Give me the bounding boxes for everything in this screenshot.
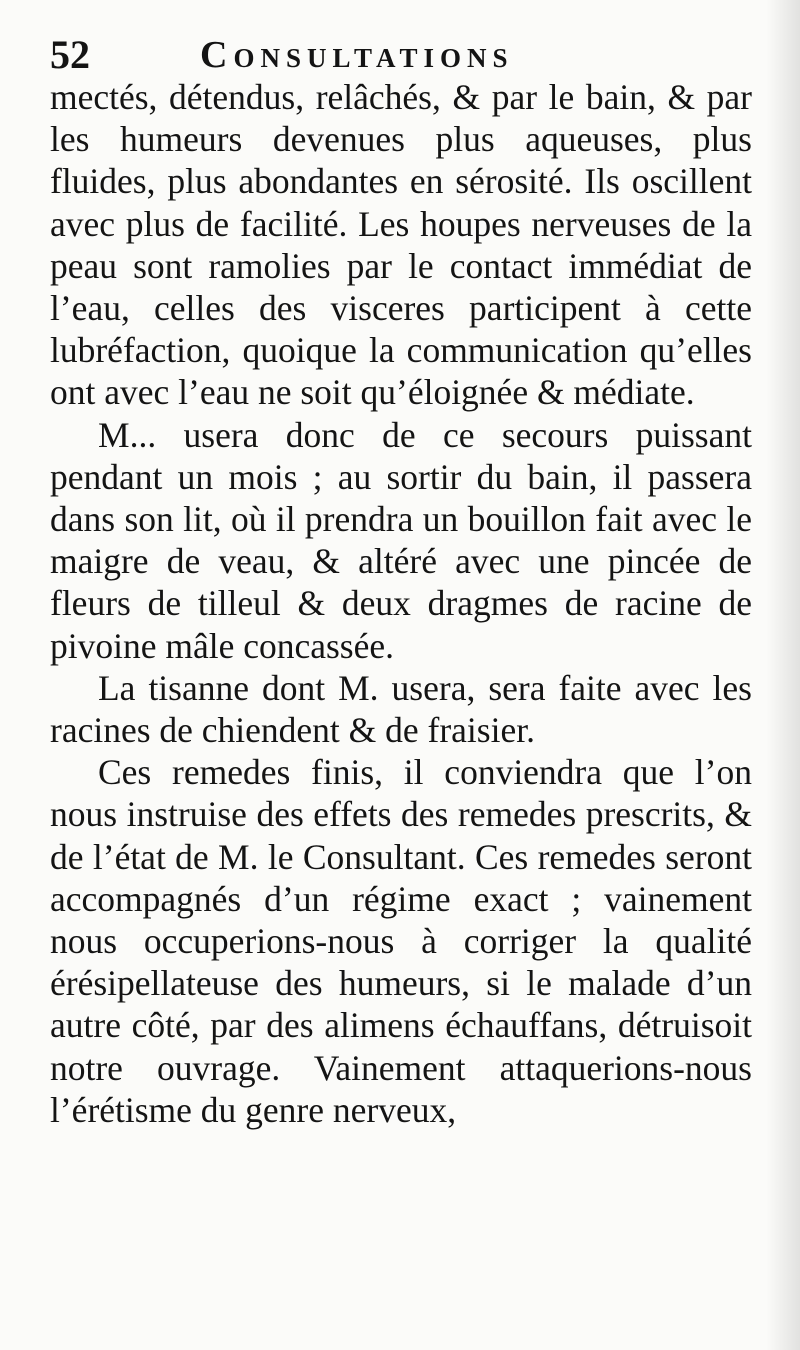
body-text <box>50 76 752 1131</box>
page-header <box>50 30 750 80</box>
page-number: 52 <box>50 32 90 77</box>
paragraph: Ces remedes finis, il conviendra que l’on nous instruise des effets des remedes prescrits, & de l’état de M. le Consultant. Ces remedes seront accompagnés d’un régime exact ; vainement nous occuperions-nous à corriger la qualité érésipellateuse des humeurs, si le malade d’un autre côté, par des alimens échauffans, détruisoit notre ouvrage. Vainement attaquerions-nous l’érétisme du genre nerveux, <box>50 752 752 1130</box>
paragraph-continued: mectés, détendus, relâchés, & par le bain, & par les humeurs devenues plus aqueuses, plus fluides, plus abondantes en sérosité. Ils oscillent avec plus de facilité. Les houpes nerveuses de la peau sont ramolies par le contact immédiat de l’eau, celles des visceres participent à cette lubréfaction, quoique la communication qu’elles ont avec l’eau ne soit qu’éloignée & médiate. <box>50 77 752 413</box>
paragraph: M... usera donc de ce secours puissant pendant un mois ; au sortir du bain, il passera dans son lit, où il prendra un bouillon fait avec le maigre de veau, & altéré avec une pincée de fleurs de tilleul & deux dragmes de racine de pivoine mâle concassée. <box>50 414 752 666</box>
paragraph: La tisanne dont M. usera, sera faite avec les racines de chiendent & de fraisier. <box>50 667 752 751</box>
running-head: Consultations <box>200 34 514 76</box>
